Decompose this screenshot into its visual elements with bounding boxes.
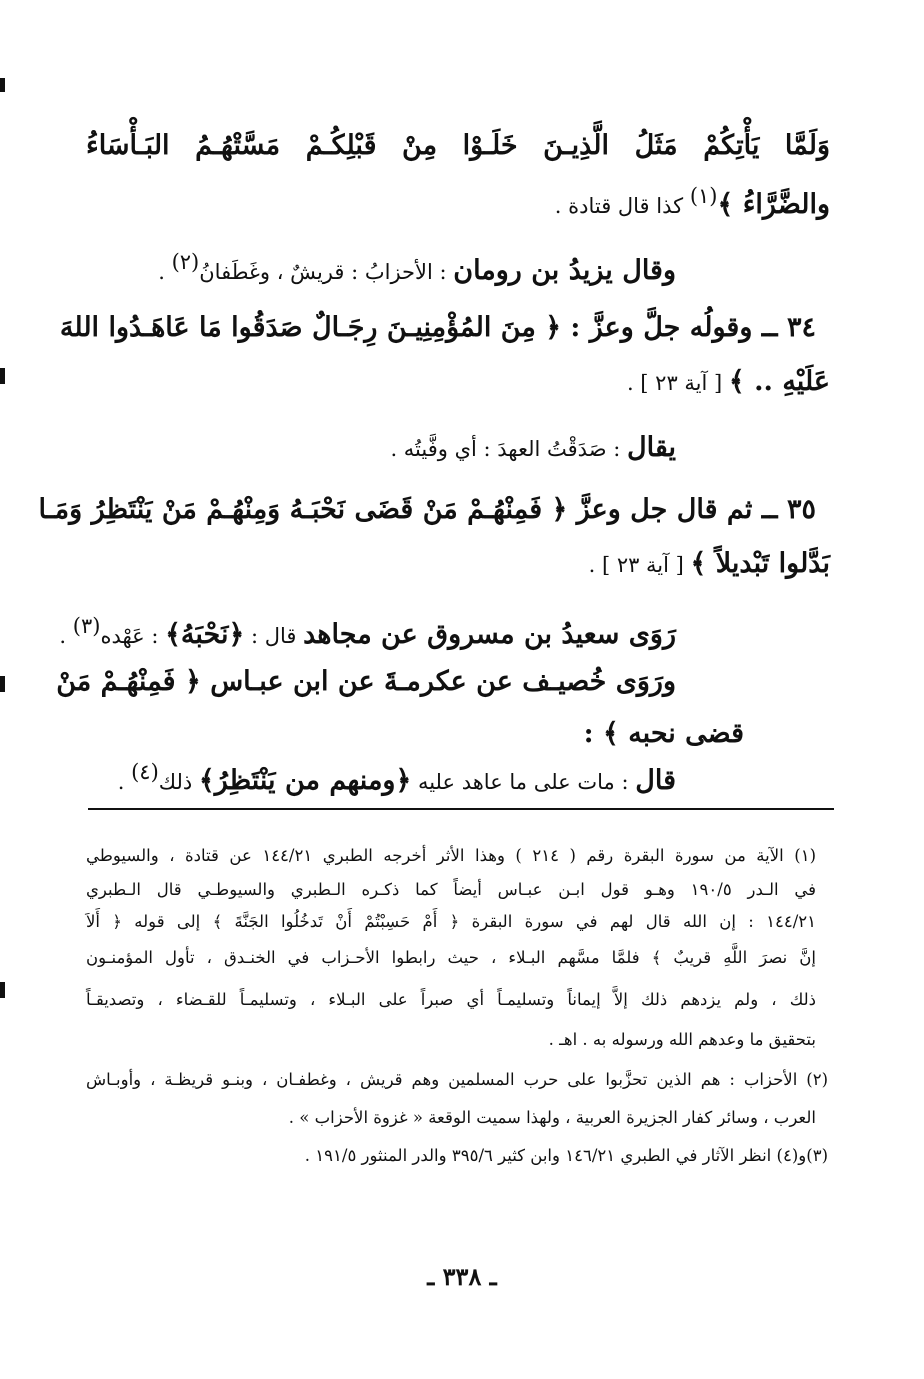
quran-verse: وَلَمَّا يَأْتِكُمْ مَثَلُ الَّذِيـنَ خَلَـوْا مِنْ قَبْلِكُـمْ مَسَّتْهُـمُ البَـأْسَاءُ [86, 130, 830, 161]
main-line-6 [390, 432, 676, 464]
commentary: قال : [244, 624, 304, 648]
main-line-8 [589, 548, 830, 580]
edge-mark [0, 676, 5, 692]
commentary: : صَدَقْتُ العهدَ : أي وفَّيتُه . [390, 437, 627, 461]
quran-verse-end: قضى نحبه ﴾ : [583, 718, 744, 749]
quoted-word: ﴿نَحْبَهُ﴾ [165, 619, 245, 650]
footnote-1-line-2: في الـدر ١٩٠/٥ وهـو قول ابـن عبـاس أيضاً كما ذكـره الـطبري والسيوطـي قال الـطبري [86, 880, 816, 899]
term-label: يقال [626, 432, 676, 463]
quran-verse-end: عَلَيْهِ .. ﴾ [728, 366, 830, 397]
edge-mark [0, 78, 5, 92]
footnote-2-line-2: العرب ، وسائر كفار الجزيرة العربية ، ولهذا سميت الوقعة « غزوة الأحزاب » . [288, 1108, 816, 1127]
commentary: كذا قال قتادة . [554, 194, 690, 218]
main-line-3 [158, 250, 676, 287]
main-line-1 [86, 130, 830, 162]
main-line-7 [38, 494, 816, 526]
footnote-1-line-5: ذلك ، ولم يزدهم ذلك إلاَّ إيماناً وتسليمـاً أي صبراً على البـلاء ، وتسليمـاً للقـضاء ، وتصديقـاً [86, 990, 816, 1009]
footnote-ref-4: (٤) [131, 760, 159, 784]
main-line-5 [627, 366, 830, 398]
quran-verse-end: والضَّرَّاءُ ﴾ [717, 189, 830, 220]
narration-chain: رَوَى سعيدُ بن مسروق عن مجاهد [303, 619, 676, 650]
narration-chain: ورَوَى خُصيـف عن عكرمـةَ عن ابن عبـاس ﴿ فَمِنْهُـمْ مَنْ [56, 666, 676, 697]
footnote-2-line-1: (٢) الأحزاب : هم الذين تحزَّبوا على حرب المسلمين وهم قريش ، وغطفـان ، وبنـو قريظـة ، وأوبـاش [86, 1070, 828, 1089]
main-line-11 [584, 718, 744, 750]
footnote-separator [88, 808, 834, 810]
quran-verse-end: بَدَّلوا تَبْديلاً ﴾ [690, 548, 830, 579]
commentary: : عَهْده [100, 624, 166, 648]
footnote-3-4: (٣)و(٤) انظر الآثار في الطبري ١٤٦/٢١ وابن كثير ٣٩٥/٦ والدر المنثور ١٩١/٥ . [304, 1146, 828, 1165]
footnote-ref-3: (٣) [72, 614, 101, 638]
section-34-heading: ٣٤ ــ وقولُه جلَّ وعزَّ : ﴿ مِنَ المُؤْمِنِيـنَ رِجَـالٌ صَدَقُوا مَا عَاهَـدُوا اللهَ [59, 312, 816, 343]
verse-reference: [ آية ٢٣ ] . [626, 371, 729, 395]
commentary: . [117, 770, 132, 794]
verse-reference: [ آية ٢٣ ] . [588, 553, 691, 577]
footnote-1-line-4: إنَّ نصرَ اللَّهِ قريبٌ ﴾ فلمَّا مسَّهم البـلاء ، حيث رابطوا الأحـزاب في الخنـدق ، تأول المؤمنـون [86, 948, 816, 967]
main-line-9 [59, 614, 676, 651]
commentary: . [158, 260, 172, 284]
narrator-name: وقال يزيدُ بن رومان [453, 255, 676, 286]
commentary: . [59, 624, 73, 648]
main-line-2 [555, 184, 830, 221]
footnote-ref-2: (٢) [171, 250, 200, 274]
commentary: : الأحزابُ : قريشٌ ، وغَطَفانُ [199, 260, 454, 284]
page-number: ـ ٣٣٨ ـ [427, 1262, 497, 1291]
quoted-phrase: ﴿ومنهم من يَنْتَظِرُ﴾ [198, 765, 412, 796]
main-line-10 [56, 666, 676, 698]
commentary: : مات على ما عاهد عليه [411, 770, 636, 794]
edge-mark [0, 368, 5, 384]
footnote-1-line-3: ١٤٤/٢١ : إن الله قال لهم في سورة البقرة ﴿ أَمْ حَسِبْتُمْ أَنْ تَدخُلُوا الجَنَّةَ ﴾ إلى قوله ﴿ أَلاَ [86, 912, 816, 931]
footnote-1-line-1: (١) الآية من سورة البقرة رقم ( ٢١٤ ) وهذا الأثر أخرجه الطبري ١٤٤/٢١ عن قتادة ، والسيوطي [86, 846, 816, 865]
footnote-1-line-6: بتحقيق ما وعدهم الله ورسوله به . اهـ . [548, 1030, 816, 1049]
main-line-12 [118, 760, 676, 797]
commentary: ذلك [158, 770, 199, 794]
main-line-4 [59, 312, 816, 344]
footnote-ref-1: (١) [689, 184, 718, 208]
term-label: قال [635, 765, 676, 796]
section-35-heading: ٣٥ ــ ثم قال جل وعزَّ ﴿ فَمِنْهُـمْ مَنْ قَضَى نَحْبَـهُ وَمِنْهُـمْ مَنْ يَنْتَظِرُ وَمَـا [38, 494, 816, 525]
edge-mark [0, 982, 5, 998]
